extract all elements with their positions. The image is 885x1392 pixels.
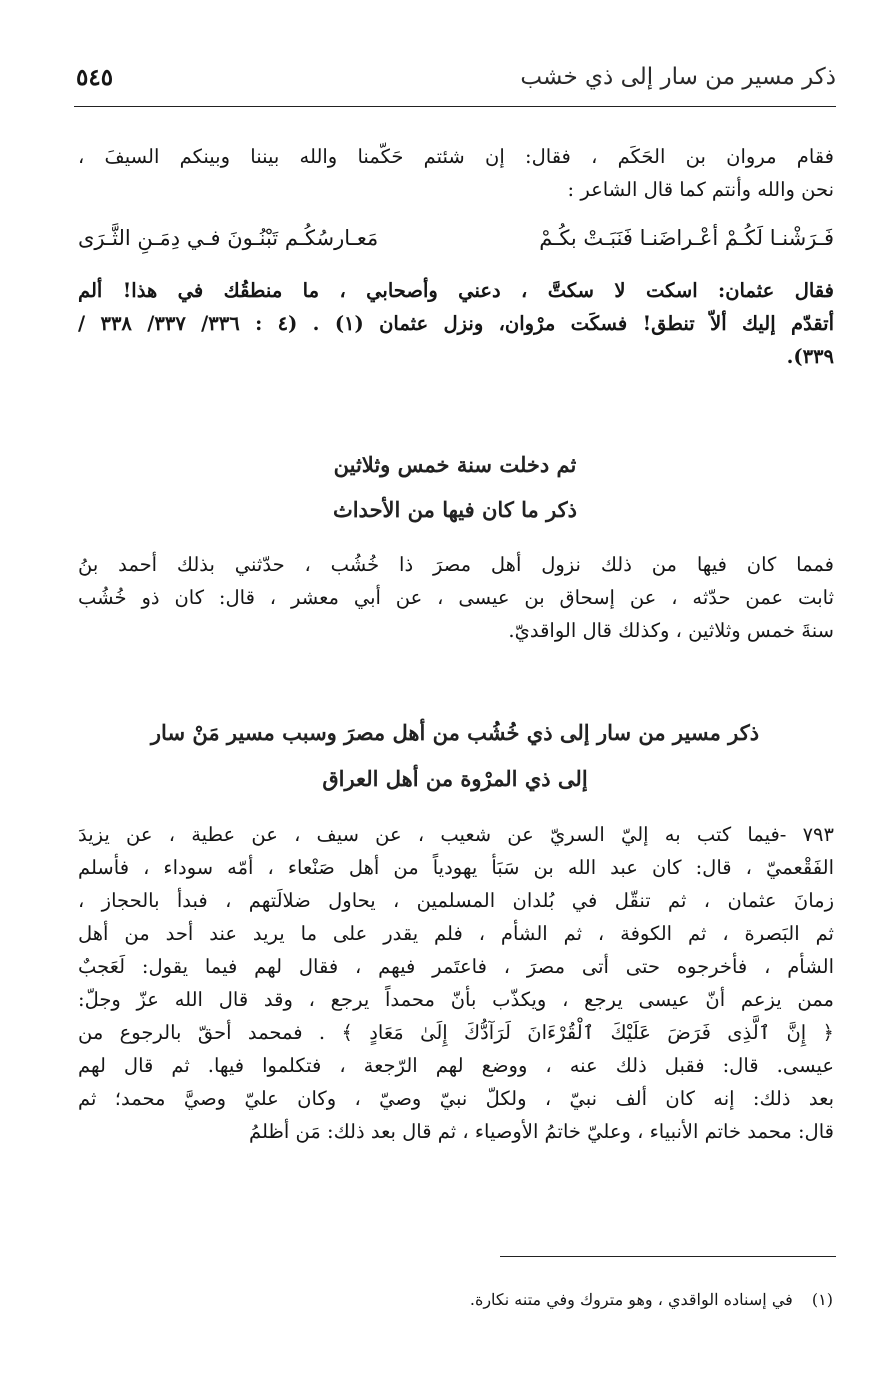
footnote-marker: (١) [811, 1290, 833, 1309]
poetry-verse [78, 226, 834, 266]
page-number: ٥٤٥ [76, 64, 114, 91]
footnote-rule [500, 1256, 836, 1257]
verse-second-hemistich: مَعـارسُكُـم تَبْنُـونَ فـي دِمَـنِ الثَّـرَى [78, 226, 379, 250]
text-line: نحن والله وأنتم كما قال الشاعر : [567, 178, 834, 201]
text-line: الفَقْعميّ ، قال: كان عبد الله بن سَبَأ يهودياً من أهل صَنْعاء ، أمّه سوداء ، فأسلم [78, 856, 834, 879]
page-header [74, 60, 836, 112]
text-line: ممن يزعم أنّ عيسى يرجع ، ويكذّب بأنّ محمداً يرجع ، وقد قال الله عزّ وجلّ: [78, 988, 834, 1011]
section-heading-year: ثم دخلت سنة خمس وثلاثين [333, 452, 577, 477]
text-line: ٧٩٣ -فيما كتب به إليّ السريّ عن شعيب ، عن سيف ، عن عطية ، عن يزيدَ [78, 823, 834, 846]
text-line: ٣٣٩). [786, 345, 834, 368]
footnote [333, 1290, 833, 1309]
text-line: فمما كان فيها من ذلك نزول أهل مصرَ ذا خُشُب ، حدّثني بذلك أحمد بنُ [78, 553, 834, 576]
header-rule [74, 106, 836, 107]
text-line: الشأم ، فأخرجوه حتى أتى مصرَ ، فاعتَمر فيهم ، فقال لهم فيما يقول: لَعَجبٌ [78, 955, 834, 978]
paragraph-dhu-khushub [78, 548, 834, 647]
running-title: ذكر مسير من سار إلى ذي خشب [520, 64, 836, 90]
section-heading-events: ذكر ما كان فيها من الأحداث [332, 497, 578, 522]
text-line: ثم البَصرة ، ثم الكوفة ، ثم الشأم ، فلم يقدر على ما يريد عند أحد من أهل [78, 922, 834, 945]
text-line: زمانَ عثمان ، ثم تنقّل في بُلدان المسلمين ، يحاول ضلالَتهم ، فبدأ بالحجاز ، [78, 889, 834, 912]
verse-first-hemistich: فَـرَشْنـا لَكُـمْ أعْـراضَنـا فَنَبَـتْ بكُـمْ [539, 226, 834, 250]
text-line: فقام مروان بن الحَكَم ، فقال: إن شئتم حَكّمنا والله بيننا وبينكم السيفَ ، [78, 145, 834, 168]
text-line: فقال عثمان: اسكت لا سكتَّ ، دعني وأصحابي ، ما منطقُك في هذا! ألم [78, 279, 834, 302]
text-line: سنةَ خمس وثلاثين ، وكذلك قال الواقديّ. [508, 619, 834, 642]
text-line: ﴿ إِنَّ ٱلَّذِى فَرَضَ عَلَيْكَ ٱلْقُرْءَانَ لَرَآدُّكَ إِلَىٰ مَعَادٍ ﴾ . فمحمد أحقّ بالرجوع من [78, 1021, 834, 1044]
text-line: أتقدّم إليك ألاّ تنطق! فسكَت مرْوان، ونزل عثمان (١) . (٤ : ٣٣٦/ ٣٣٧/ ٣٣٨ / [78, 312, 835, 335]
paragraph-uthman [78, 274, 834, 373]
section-heading-march: ذكر مسير من سار إلى ذي خُشُب من أهل مصرَ وسبب مسير مَنْ سار [150, 720, 760, 745]
paragraph-marwan [78, 140, 834, 206]
text-line: قال: محمد خاتم الأنبياء ، وعليّ خاتمُ الأوصياء ، ثم قال بعد ذلك: مَن أظلمُ [248, 1120, 834, 1143]
text-line: عيسى. قال: فقبل ذلك عنه ، ووضع لهم الرّجعة ، فتكلموا فيها. ثم قال لهم [78, 1054, 834, 1077]
section-heading-march-cont: إلى ذي المرْوة من أهل العراق [322, 766, 588, 791]
text-line: بعد ذلك: إنه كان ألف نبيّ ، ولكلّ نبيّ وصيّ ، وكان عليّ وصيَّ محمد؛ ثم [78, 1087, 834, 1110]
text-line: ثابت عمن حدّثه ، عن إسحاق بن عيسى ، عن أبي معشر ، قال: كان ذو خُشُب [78, 586, 834, 609]
paragraph-ibn-saba [78, 818, 834, 1148]
footnote-text: في إسناده الواقدي ، وهو متروك وفي متنه نكارة. [469, 1290, 793, 1309]
